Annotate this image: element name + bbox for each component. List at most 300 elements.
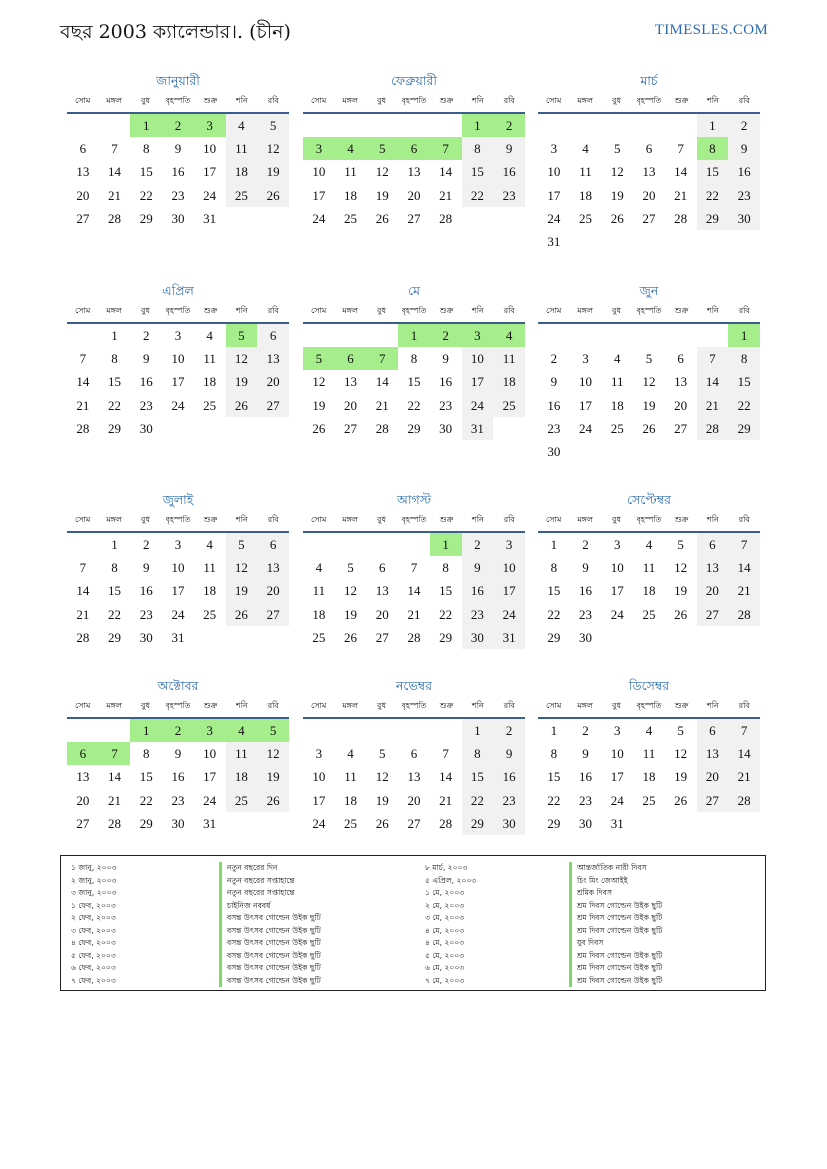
day-cell: 19	[610, 187, 624, 203]
day-grid	[303, 533, 525, 649]
day-cell: 2	[430, 324, 462, 347]
day-cell: 18	[579, 187, 593, 203]
month-10	[67, 677, 289, 835]
day-cell: 16	[493, 765, 525, 788]
day-cell: 8	[143, 141, 150, 157]
holiday-date: ১ ফেব, ২০০৩	[71, 900, 116, 910]
day-cell: 2	[462, 533, 494, 556]
weekday-label: বৃহস্পতি	[401, 306, 427, 315]
empty-cell	[665, 114, 697, 137]
holiday-name: নতুন বছরের সপ্তাহান্তে	[219, 875, 321, 888]
month-name: সেপ্টেম্বর	[627, 492, 671, 507]
day-cell: 28	[439, 815, 453, 831]
day-cell: 12	[226, 347, 258, 370]
day-cell: 13	[76, 164, 90, 180]
day-cell: 22	[407, 397, 421, 413]
day-cell: 25	[642, 606, 656, 622]
day-cell: 15	[139, 164, 153, 180]
day-cell: 15	[547, 769, 561, 785]
day-cell: 27	[375, 629, 389, 645]
empty-cell	[601, 324, 633, 347]
day-cell: 14	[108, 164, 122, 180]
empty-cell	[335, 719, 367, 742]
day-cell: 2	[582, 537, 589, 552]
month-name: জুলাই	[162, 492, 194, 507]
weekday-label: শনি	[707, 96, 719, 105]
day-cell: 19	[257, 160, 289, 183]
holiday-name: বসন্ত উৎসব গোল্ডেন উইক ছুটি	[219, 937, 321, 950]
day-cell: 4	[582, 141, 589, 157]
day-cell: 15	[462, 160, 494, 183]
day-cell: 3	[303, 137, 335, 160]
day-cell: 8	[111, 560, 118, 576]
day-cell: 2	[493, 114, 525, 137]
day-cell: 18	[493, 370, 525, 393]
day-cell: 20	[257, 370, 289, 393]
weekday-label: শনি	[707, 515, 719, 524]
holiday-date: ২ জানু, ২০০৩	[71, 875, 117, 885]
holiday-name: বসন্ত উৎসব গোল্ডেন উইক ছুটি	[219, 975, 321, 988]
day-cell: 10	[610, 746, 624, 762]
day-cell: 23	[493, 184, 525, 207]
day-cell: 11	[642, 746, 656, 762]
holiday-date: ১ জানু, ২০০৩	[71, 863, 117, 872]
day-cell: 21	[375, 397, 389, 413]
weekday-label: বৃহস্পতি	[401, 515, 427, 524]
weekday-label: বুধ	[612, 96, 621, 105]
day-cell: 13	[697, 556, 729, 579]
day-grid	[303, 114, 525, 230]
day-cell: 31	[462, 417, 494, 440]
day-cell: 16	[462, 579, 494, 602]
month-name: আগস্ট	[396, 492, 432, 507]
day-cell: 18	[642, 769, 656, 785]
day-cell: 12	[344, 583, 358, 599]
weekday-label: সোম	[75, 515, 91, 524]
weekday-header	[538, 300, 760, 324]
month-12	[538, 677, 760, 835]
day-cell: 26	[257, 789, 289, 812]
day-cell: 2	[550, 351, 558, 367]
day-cell: 10	[462, 347, 494, 370]
day-cell: 20	[407, 187, 421, 203]
day-cell: 17	[493, 579, 525, 602]
holiday-name: যুব দিবস	[569, 937, 662, 950]
day-cell: 26	[642, 420, 656, 436]
day-cell: 25	[493, 394, 525, 417]
day-cell: 4	[645, 723, 653, 738]
empty-cell	[430, 114, 462, 137]
holiday-name: বসন্ত উৎসব গোল্ডেন উইক ছুটি	[219, 950, 321, 963]
weekday-label: বৃহস্পতি	[636, 96, 662, 105]
day-cell: 10	[579, 374, 593, 390]
day-cell: 1	[462, 114, 494, 137]
day-cell: 9	[174, 746, 182, 762]
month-name: মার্চ	[640, 73, 658, 88]
day-cell: 31	[171, 629, 185, 645]
day-cell: 9	[493, 137, 525, 160]
weekday-label: বুধ	[612, 515, 621, 524]
holiday-date: ৬ ফেব, ২০০৩	[71, 963, 116, 973]
day-cell: 7	[79, 560, 87, 576]
empty-cell	[601, 114, 633, 137]
day-cell: 13	[697, 742, 729, 765]
day-cell: 21	[76, 606, 90, 622]
day-cell: 13	[344, 374, 358, 390]
day-cell: 25	[203, 397, 217, 413]
month-6	[538, 282, 760, 463]
weekday-label: মঙ্গল	[106, 701, 122, 710]
day-cell: 27	[697, 603, 729, 626]
day-cell: 4	[315, 560, 323, 576]
day-cell: 22	[108, 397, 122, 413]
day-cell: 14	[76, 583, 90, 599]
day-cell: 1	[111, 537, 118, 552]
day-cell: 28	[674, 210, 688, 226]
day-cell: 17	[203, 769, 217, 785]
day-cell: 20	[674, 397, 688, 413]
day-cell: 30	[493, 812, 525, 835]
weekday-label: সোম	[546, 96, 562, 105]
day-cell: 1	[430, 533, 462, 556]
holiday-name: শ্রম দিবস গোল্ডেন উইক ছুটি	[569, 975, 662, 988]
empty-cell	[570, 324, 602, 347]
day-grid	[538, 324, 760, 463]
holiday-date: ২ ফেব, ২০০৩	[71, 913, 116, 923]
empty-cell	[67, 114, 99, 137]
holiday-name: চিং মিং জেআইই	[569, 875, 662, 888]
weekday-label: বৃহস্পতি	[165, 306, 191, 315]
day-cell: 19	[375, 792, 389, 808]
day-cell: 4	[335, 137, 367, 160]
day-cell: 6	[79, 141, 87, 157]
day-cell: 5	[257, 114, 289, 137]
day-cell: 2	[143, 328, 150, 343]
day-cell: 7	[410, 560, 418, 576]
day-cell: 9	[582, 746, 589, 762]
day-cell: 9	[582, 560, 589, 576]
empty-cell	[67, 533, 99, 556]
weekday-label: রবি	[267, 515, 279, 524]
day-cell: 18	[344, 792, 358, 808]
empty-cell	[430, 719, 462, 742]
holiday-date: ৩ মে, ২০০৩	[425, 913, 465, 923]
day-cell: 2	[582, 723, 589, 738]
day-cell: 1	[111, 328, 118, 343]
day-cell: 24	[171, 606, 185, 622]
weekday-label: রবি	[267, 701, 279, 710]
day-cell: 16	[139, 374, 153, 390]
weekday-label: সোম	[546, 515, 562, 524]
day-cell: 24	[203, 187, 217, 203]
day-cell: 28	[439, 210, 453, 226]
day-cell: 29	[407, 420, 421, 436]
holiday-date: ৪ মে, ২০০৩	[425, 925, 465, 935]
day-cell: 11	[203, 560, 216, 576]
weekday-label: বৃহস্পতি	[165, 701, 191, 710]
day-cell: 6	[257, 533, 289, 556]
day-cell: 16	[493, 160, 525, 183]
day-cell: 28	[76, 420, 90, 436]
day-cell: 5	[677, 723, 684, 738]
day-cell: 7	[99, 742, 131, 765]
weekday-header	[303, 509, 525, 533]
day-cell: 17	[203, 164, 217, 180]
day-cell: 5	[366, 137, 398, 160]
month-9	[538, 491, 760, 649]
day-cell: 22	[139, 792, 153, 808]
day-cell: 8	[111, 351, 118, 367]
day-cell: 21	[76, 397, 90, 413]
day-cell: 16	[439, 374, 453, 390]
day-cell: 3	[462, 324, 494, 347]
day-cell: 25	[312, 629, 326, 645]
day-cell: 5	[614, 141, 621, 157]
day-cell: 16	[171, 164, 185, 180]
day-cell: 9	[728, 137, 760, 160]
day-cell: 31	[493, 626, 525, 649]
day-cell: 7	[79, 351, 87, 367]
day-cell: 11	[203, 351, 216, 367]
day-cell: 9	[442, 351, 449, 367]
day-cell: 26	[375, 210, 389, 226]
day-cell: 25	[579, 210, 593, 226]
day-cell: 10	[610, 560, 624, 576]
day-cell: 3	[550, 141, 558, 157]
day-cell: 11	[642, 560, 656, 576]
weekday-label: সোম	[75, 306, 91, 315]
holiday-date: ৫ ফেব, ২০০৩	[71, 950, 116, 960]
holiday-name: শ্রম দিবস গোল্ডেন উইক ছুটি	[569, 925, 662, 938]
weekday-label: শনি	[236, 306, 248, 315]
day-cell: 27	[674, 420, 688, 436]
day-cell: 29	[697, 207, 729, 230]
day-cell: 25	[642, 792, 656, 808]
weekday-label: রবি	[503, 96, 515, 105]
weekday-label: বৃহস্পতি	[636, 515, 662, 524]
day-cell: 27	[407, 815, 421, 831]
day-cell: 12	[674, 746, 688, 762]
empty-cell	[99, 719, 131, 742]
month-name: অক্টোবর	[157, 678, 199, 693]
day-cell: 9	[143, 351, 150, 367]
holiday-name: শ্রম দিবস গোল্ডেন উইক ছুটি	[569, 950, 662, 963]
day-cell: 21	[728, 765, 760, 788]
day-cell: 13	[642, 164, 656, 180]
day-cell: 14	[76, 374, 90, 390]
day-cell: 30	[439, 420, 453, 436]
weekday-label: বৃহস্পতি	[636, 306, 662, 315]
month-name: ডিসেম্বর	[628, 678, 670, 693]
holiday-date: ৫ মে, ২০০৩	[425, 950, 465, 960]
day-cell: 15	[439, 583, 453, 599]
month-name: জুন	[639, 283, 659, 298]
day-cell: 18	[226, 765, 258, 788]
holiday-date: ৫ এপ্রিল, ২০০৩	[425, 875, 477, 885]
day-cell: 8	[550, 560, 558, 576]
weekday-label: মঙ্গল	[342, 306, 358, 315]
day-cell: 16	[728, 160, 760, 183]
day-cell: 23	[171, 792, 185, 808]
day-cell: 13	[407, 164, 421, 180]
weekday-label: মঙ্গল	[342, 96, 358, 105]
day-cell: 18	[226, 160, 258, 183]
weekday-label: শনি	[236, 701, 248, 710]
day-cell: 25	[203, 606, 217, 622]
day-cell: 8	[442, 560, 449, 576]
day-cell: 6	[398, 137, 430, 160]
weekday-label: বৃহস্পতি	[165, 515, 191, 524]
weekday-label: শনি	[707, 306, 719, 315]
day-cell: 15	[728, 370, 760, 393]
weekday-label: রবি	[503, 701, 515, 710]
day-cell: 23	[579, 792, 593, 808]
day-cell: 24	[312, 210, 326, 226]
day-cell: 13	[257, 556, 289, 579]
day-cell: 4	[206, 328, 213, 343]
day-cell: 3	[315, 746, 323, 762]
day-cell: 16	[547, 397, 561, 413]
day-cell: 29	[547, 629, 561, 645]
empty-cell	[538, 324, 570, 347]
empty-cell	[633, 324, 665, 347]
day-cell: 7	[728, 719, 760, 742]
empty-cell	[335, 114, 367, 137]
month-11	[303, 677, 525, 835]
weekday-label: রবি	[738, 701, 750, 710]
day-cell: 23	[579, 606, 593, 622]
month-name: জানুয়ারী	[156, 73, 200, 88]
day-cell: 21	[728, 579, 760, 602]
day-cell: 23	[547, 420, 561, 436]
day-cell: 5	[645, 351, 653, 367]
day-cell: 27	[257, 394, 289, 417]
holiday-name: নতুন বছরের দিন	[219, 862, 321, 875]
holiday-name: শ্রমিক দিবস	[569, 887, 662, 900]
empty-cell	[665, 324, 697, 347]
brand-link[interactable]: TIMESLES.COM	[654, 22, 768, 38]
day-cell: 19	[257, 765, 289, 788]
weekday-label: শুক্র	[439, 96, 454, 105]
day-cell: 20	[697, 579, 729, 602]
weekday-label: শনি	[236, 515, 248, 524]
day-cell: 30	[171, 815, 185, 831]
day-cell: 22	[139, 187, 153, 203]
empty-cell	[303, 719, 335, 742]
holiday-list	[60, 855, 766, 991]
day-cell: 20	[76, 792, 90, 808]
weekday-label: বুধ	[612, 701, 621, 710]
empty-cell	[67, 324, 99, 347]
empty-cell	[538, 114, 570, 137]
day-cell: 19	[226, 579, 258, 602]
weekday-label: শুক্র	[674, 701, 689, 710]
day-cell: 17	[610, 583, 624, 599]
day-cell: 22	[547, 606, 561, 622]
day-cell: 28	[697, 417, 729, 440]
day-cell: 12	[226, 556, 258, 579]
day-cell: 1	[130, 719, 162, 742]
day-cell: 24	[493, 603, 525, 626]
weekday-label: বৃহস্পতি	[401, 701, 427, 710]
day-cell: 22	[462, 184, 494, 207]
day-cell: 16	[579, 583, 593, 599]
day-cell: 3	[174, 328, 182, 343]
day-cell: 17	[462, 370, 494, 393]
day-cell: 10	[171, 351, 185, 367]
day-cell: 17	[547, 187, 561, 203]
weekday-label: রবি	[503, 306, 515, 315]
day-cell: 11	[226, 137, 258, 160]
day-cell: 6	[379, 560, 386, 576]
day-cell: 5	[347, 560, 354, 576]
empty-cell	[303, 324, 335, 347]
day-cell: 3	[614, 537, 621, 552]
day-cell: 2	[493, 719, 525, 742]
day-cell: 23	[462, 603, 494, 626]
day-cell: 17	[171, 374, 185, 390]
day-cell: 11	[226, 742, 258, 765]
weekday-label: শুক্র	[203, 515, 218, 524]
month-name: ফেব্রুয়ারী	[390, 73, 438, 88]
page-title: বছর 2003 ক্যালেন্ডার।. (চীন)	[60, 21, 291, 43]
weekday-header	[67, 695, 289, 719]
day-cell: 6	[335, 347, 367, 370]
day-cell: 22	[462, 789, 494, 812]
weekday-header	[303, 300, 525, 324]
day-cell: 10	[312, 164, 326, 180]
day-grid	[303, 324, 525, 440]
day-cell: 1	[728, 324, 760, 347]
day-cell: 23	[493, 789, 525, 812]
empty-cell	[366, 533, 398, 556]
day-cell: 17	[312, 792, 326, 808]
day-cell: 11	[493, 347, 525, 370]
day-cell: 4	[614, 351, 621, 367]
holiday-name: শ্রম দিবস গোল্ডেন উইক ছুটি	[569, 900, 662, 913]
day-cell: 27	[407, 210, 421, 226]
day-cell: 10	[493, 556, 525, 579]
day-cell: 3	[582, 351, 589, 367]
weekday-label: শনি	[472, 515, 484, 524]
day-cell: 19	[375, 187, 389, 203]
holiday-name: বসন্ত উৎসব গোল্ডেন উইক ছুটি	[219, 912, 321, 925]
day-cell: 14	[407, 583, 421, 599]
weekday-label: শুক্র	[674, 96, 689, 105]
weekday-label: সোম	[75, 96, 91, 105]
month-name: নভেম্বর	[395, 678, 433, 693]
day-cell: 24	[171, 397, 185, 413]
weekday-label: সোম	[311, 701, 327, 710]
day-cell: 5	[303, 347, 335, 370]
day-cell: 1	[550, 537, 558, 552]
day-cell: 20	[407, 792, 421, 808]
day-cell: 7	[111, 141, 118, 157]
month-8	[303, 491, 525, 649]
day-cell: 10	[203, 746, 217, 762]
empty-cell	[335, 533, 367, 556]
day-cell: 3	[194, 719, 226, 742]
day-cell: 20	[76, 187, 90, 203]
day-grid	[538, 114, 760, 253]
day-cell: 16	[139, 583, 153, 599]
weekday-label: সোম	[546, 306, 562, 315]
day-cell: 26	[257, 184, 289, 207]
day-cell: 1	[398, 324, 430, 347]
day-cell: 30	[462, 626, 494, 649]
weekday-label: মঙ্গল	[577, 96, 593, 105]
weekday-label: শনি	[236, 96, 248, 105]
